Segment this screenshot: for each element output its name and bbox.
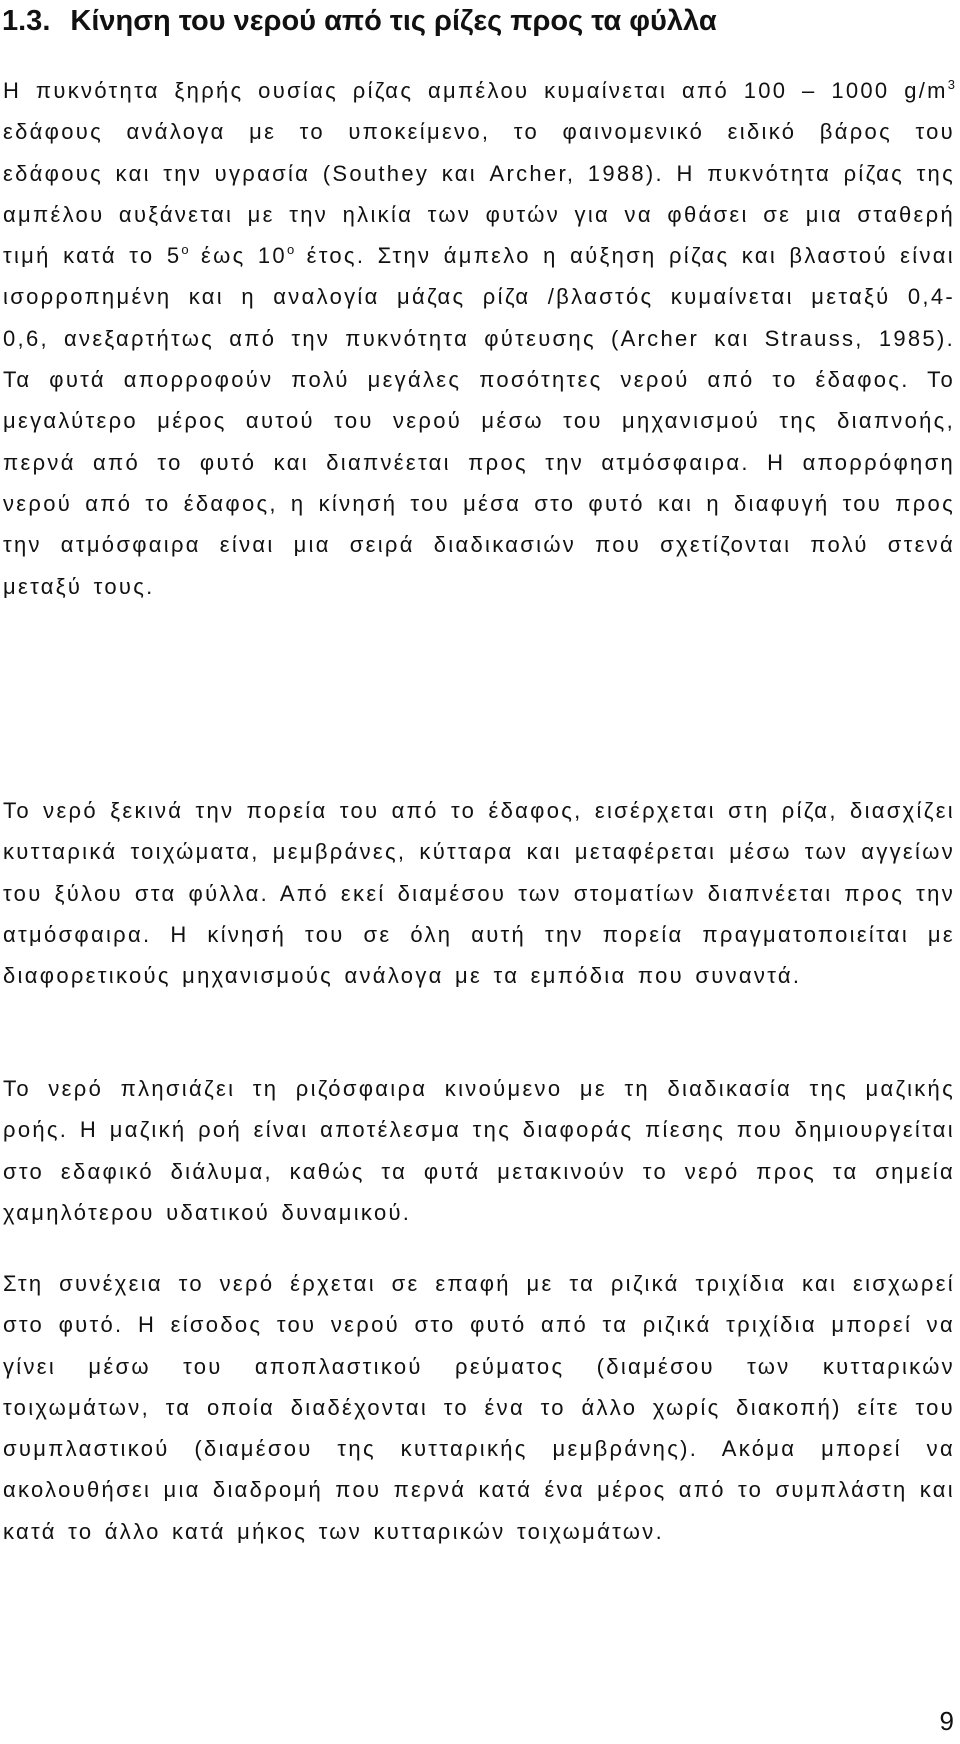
superscript: 3 [947,77,955,92]
paragraph-text: έως 10 [188,243,287,269]
page-number: 9 [939,1706,954,1736]
superscript: ο [181,242,189,258]
paragraph-root-density [3,70,955,607]
section-title: Κίνηση του νερού από τις ρίζες προς τα φύλλα [70,5,717,37]
paragraph-text: έτος. Στην άμπελο η αύξηση ρίζας και βλαστού είναι ισορροπημένη και η αναλογία μάζας ρίζα /βλαστός κυμαίνεται μεταξύ 0,4- 0,6, ανεξαρτήτως από την πυκνότητα φύτευσης (Archer και Strauss, 1985). Τα φυτά απορροφούν πολύ μεγάλες ποσότητες νερού από το έδαφος. Το μεγαλύτερο μέρος αυτού του νερού μέσω του μηχανισμού της διαπνοής, περνά από το φυτό και διαπνέεται προς την ατμόσφαιρα. Η απορρόφηση νερού από το έδαφος, η κίνησή του μέσα στο φυτό και η διαφυγή του προς την ατμόσφαιρα είναι μια σειρά διαδικασιών που σχετίζονται πολύ στενά μεταξύ τους. [3,243,955,599]
paragraph-text: Η πυκνότητα ξηρής ουσίας ρίζας αμπέλου κυμαίνεται από 100 – 1000 g/m [3,78,948,103]
section-heading [2,4,952,38]
paragraph-water-path: Το νερό ξεκινά την πορεία του από το έδαφος, εισέρχεται στη ρίζα, διασχίζει κυτταρικά τοιχώματα, μεμβράνες, κύτταρα και μεταφέρεται μέσω των αγγείων του ξύλου στα φύλλα. Από εκεί διαμέσου των στοματίων διαπνέεται προς την ατμόσφαιρα. Η κίνησή του σε όλη αυτή την πορεία πραγματοποιείται με διαφορετικούς μηχανισμούς ανάλογα με τα εμπόδια που συναντά. [3,798,955,989]
paragraph-root-hairs: Στη συνέχεια το νερό έρχεται σε επαφή με τα ριζικά τριχίδια και εισχωρεί στο φυτό. Η είσοδος του νερού στο φυτό από τα ριζικά τριχίδια μπορεί να γίνει μέσω του αποπλαστικού ρεύματος (διαμέσου των κυτταρικών τοιχωμάτων, τα οποία διαδέχονται το ένα το άλλο χωρίς διακοπή) είτε του συμπλαστικού (διαμέσου της κυτταρικής μεμβράνης). Ακόμα μπορεί να ακολουθήσει μια διαδρομή που περνά κατά ένα μέρος από το συμπλάστη και κατά το άλλο κατά μήκος των κυτταρικών τοιχωμάτων. [3,1271,955,1544]
paragraph-text: εδάφους ανάλογα με το υποκείμενο, το φαινομενικό ειδικό βάρος του εδάφους και την υγρασία (Southey και Archer, 1988). Η πυκνότητα ρίζας της αμπέλου αυξάνεται με την ηλικία των φυτών για να φθάσει σε μια σταθερή τιμή κατά το 5 [3,119,955,269]
section-number: 1.3. [2,5,51,37]
paragraph-mass-flow: Το νερό πλησιάζει τη ριζόσφαιρα κινούμενο με τη διαδικασία της μαζικής ροής. Η μαζική ροή είναι αποτέλεσμα της διαφοράς πίεσης που δημιουργείται στο εδαφικό διάλυμα, καθώς τα φυτά μετακινούν το νερό προς τα σημεία χαμηλότερου υδατικού δυναμικού. [3,1076,955,1225]
superscript: ο [286,242,295,258]
